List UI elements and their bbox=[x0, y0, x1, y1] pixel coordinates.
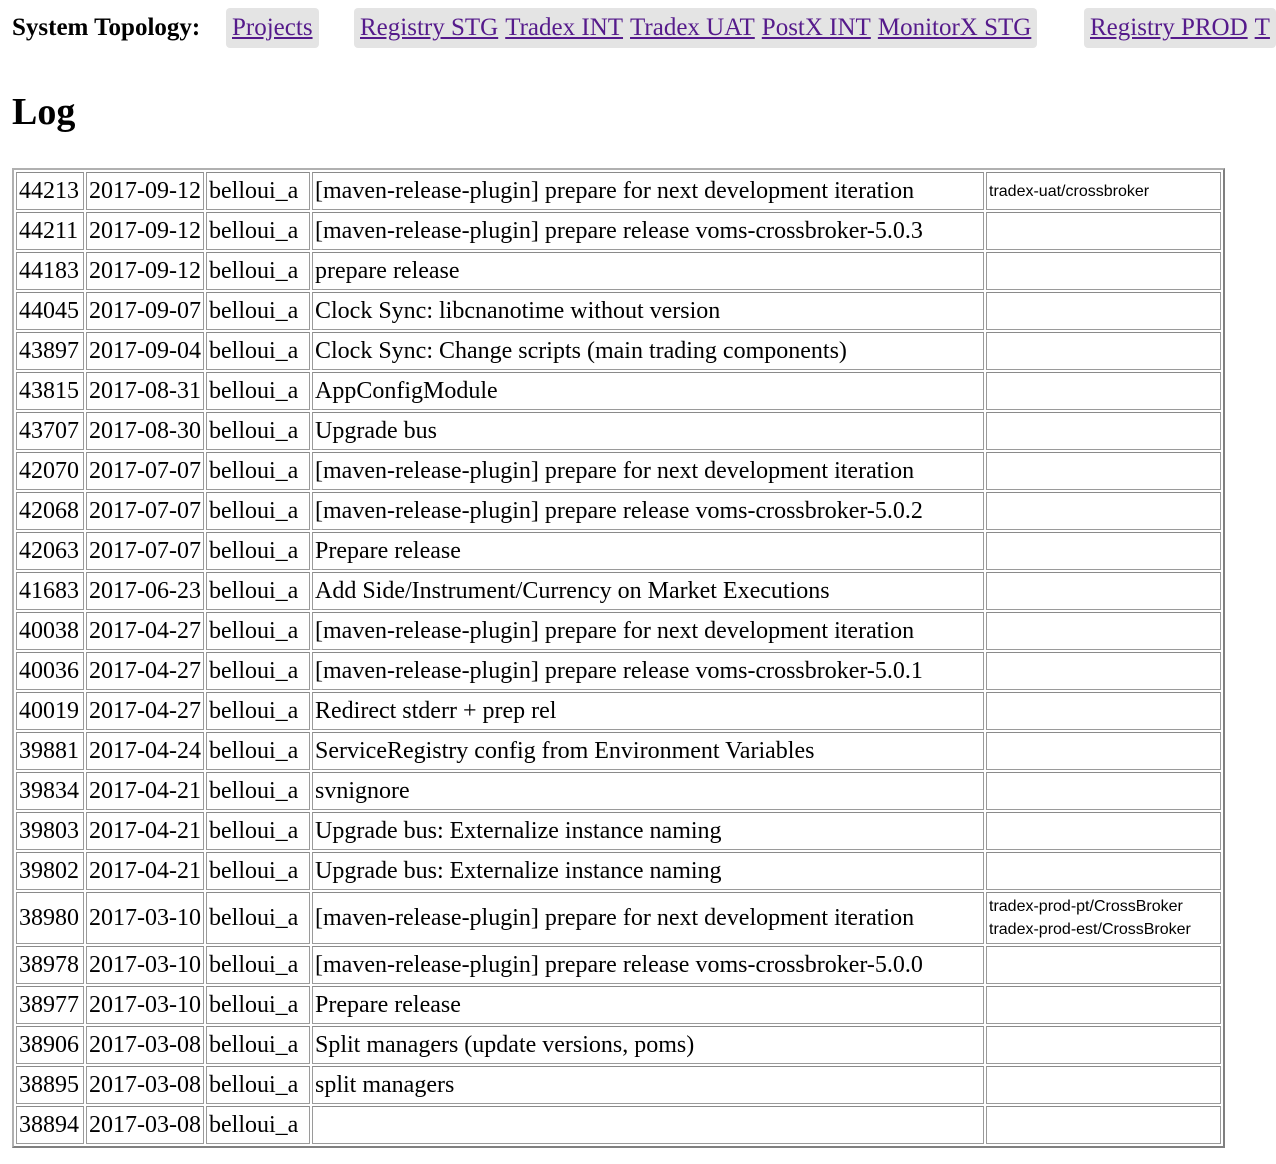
revision-cell: 38895 bbox=[16, 1066, 84, 1104]
deployment-cell bbox=[986, 452, 1221, 490]
log-row bbox=[16, 946, 1221, 984]
deployment-cell bbox=[986, 372, 1221, 410]
log-row bbox=[16, 1026, 1221, 1064]
deployment-cell bbox=[986, 572, 1221, 610]
log-row bbox=[16, 1066, 1221, 1104]
deployment-cell bbox=[986, 946, 1221, 984]
env-link-tradex-int[interactable]: Tradex INT bbox=[505, 14, 624, 41]
env-chip-group-2 bbox=[1084, 8, 1276, 48]
deployment-cell bbox=[986, 692, 1221, 730]
revision-cell: 42068 bbox=[16, 492, 84, 530]
revision-cell: 38980 bbox=[16, 892, 84, 944]
deployment-cell bbox=[986, 252, 1221, 290]
log-row bbox=[16, 812, 1221, 850]
commit-message-cell: [maven-release-plugin] prepare release voms-crossbroker-5.0.0 bbox=[312, 946, 984, 984]
deployment-entry: tradex-uat/crossbroker bbox=[989, 182, 1150, 200]
date-cell: 2017-03-10 bbox=[86, 986, 204, 1024]
log-row bbox=[16, 212, 1221, 250]
date-cell: 2017-07-07 bbox=[86, 452, 204, 490]
date-cell: 2017-09-12 bbox=[86, 212, 204, 250]
date-cell: 2017-08-30 bbox=[86, 412, 204, 450]
commit-message-cell: svnignore bbox=[312, 772, 984, 810]
date-cell: 2017-03-10 bbox=[86, 946, 204, 984]
revision-cell: 39802 bbox=[16, 852, 84, 890]
log-row bbox=[16, 892, 1221, 944]
author-cell: belloui_a bbox=[206, 332, 310, 370]
deployment-cell bbox=[986, 412, 1221, 450]
date-cell: 2017-08-31 bbox=[86, 372, 204, 410]
revision-cell: 38906 bbox=[16, 1026, 84, 1064]
deployment-cell bbox=[986, 292, 1221, 330]
revision-cell: 44183 bbox=[16, 252, 84, 290]
date-cell: 2017-04-21 bbox=[86, 772, 204, 810]
commit-message-cell: Upgrade bus: Externalize instance naming bbox=[312, 812, 984, 850]
system-topology-label: System Topology: bbox=[12, 14, 201, 41]
deployment-cell bbox=[986, 652, 1221, 690]
commit-message-cell: Prepare release bbox=[312, 532, 984, 570]
date-cell: 2017-09-12 bbox=[86, 252, 204, 290]
revision-cell: 40036 bbox=[16, 652, 84, 690]
revision-cell: 40038 bbox=[16, 612, 84, 650]
env-link-registry-prod[interactable]: Registry PROD bbox=[1090, 14, 1248, 41]
author-cell: belloui_a bbox=[206, 412, 310, 450]
revision-cell: 39881 bbox=[16, 732, 84, 770]
log-row bbox=[16, 772, 1221, 810]
author-cell: belloui_a bbox=[206, 732, 310, 770]
revision-cell: 39834 bbox=[16, 772, 84, 810]
system-topology-bar bbox=[12, 6, 1276, 50]
commit-message-cell: Upgrade bus bbox=[312, 412, 984, 450]
revision-cell: 42063 bbox=[16, 532, 84, 570]
author-cell: belloui_a bbox=[206, 372, 310, 410]
page-title: Log bbox=[12, 91, 76, 133]
log-row bbox=[16, 986, 1221, 1024]
date-cell: 2017-04-24 bbox=[86, 732, 204, 770]
commit-message-cell: ServiceRegistry config from Environment Variables bbox=[312, 732, 984, 770]
revision-cell: 41683 bbox=[16, 572, 84, 610]
deployment-cell bbox=[986, 892, 1221, 944]
author-cell: belloui_a bbox=[206, 452, 310, 490]
author-cell: belloui_a bbox=[206, 692, 310, 730]
log-row bbox=[16, 412, 1221, 450]
commit-message-cell bbox=[312, 1106, 984, 1144]
projects-link[interactable]: Projects bbox=[232, 14, 313, 41]
log-row bbox=[16, 532, 1221, 570]
env-chip-group-1 bbox=[354, 8, 1037, 48]
deployment-cell bbox=[986, 612, 1221, 650]
log-row bbox=[16, 1106, 1221, 1144]
revision-cell: 44211 bbox=[16, 212, 84, 250]
deployment-cell bbox=[986, 812, 1221, 850]
deployment-cell bbox=[986, 492, 1221, 530]
commit-message-cell: Redirect stderr + prep rel bbox=[312, 692, 984, 730]
log-row bbox=[16, 292, 1221, 330]
commit-message-cell: Split managers (update versions, poms) bbox=[312, 1026, 984, 1064]
deployment-cell bbox=[986, 1106, 1221, 1144]
env-link-tradex-uat[interactable]: Tradex UAT bbox=[630, 14, 755, 41]
date-cell: 2017-06-23 bbox=[86, 572, 204, 610]
log-row bbox=[16, 692, 1221, 730]
commit-message-cell: [maven-release-plugin] prepare for next development iteration bbox=[312, 452, 984, 490]
log-row bbox=[16, 492, 1221, 530]
author-cell: belloui_a bbox=[206, 946, 310, 984]
deployment-cell bbox=[986, 986, 1221, 1024]
author-cell: belloui_a bbox=[206, 532, 310, 570]
revision-cell: 44045 bbox=[16, 292, 84, 330]
author-cell: belloui_a bbox=[206, 1106, 310, 1144]
date-cell: 2017-03-10 bbox=[86, 892, 204, 944]
author-cell: belloui_a bbox=[206, 1026, 310, 1064]
date-cell: 2017-09-12 bbox=[86, 172, 204, 210]
deployment-cell bbox=[986, 1026, 1221, 1064]
deployment-cell bbox=[986, 172, 1221, 210]
commit-message-cell: AppConfigModule bbox=[312, 372, 984, 410]
revision-cell: 38978 bbox=[16, 946, 84, 984]
author-cell: belloui_a bbox=[206, 492, 310, 530]
deployment-cell bbox=[986, 772, 1221, 810]
revision-cell: 38977 bbox=[16, 986, 84, 1024]
log-row bbox=[16, 732, 1221, 770]
deployment-cell bbox=[986, 532, 1221, 570]
revision-cell: 42070 bbox=[16, 452, 84, 490]
date-cell: 2017-04-27 bbox=[86, 652, 204, 690]
commit-message-cell: Prepare release bbox=[312, 986, 984, 1024]
author-cell: belloui_a bbox=[206, 652, 310, 690]
commit-message-cell: [maven-release-plugin] prepare release voms-crossbroker-5.0.3 bbox=[312, 212, 984, 250]
env-link-postx-int[interactable]: PostX INT bbox=[761, 14, 871, 41]
commit-message-cell: split managers bbox=[312, 1066, 984, 1104]
date-cell: 2017-04-21 bbox=[86, 812, 204, 850]
log-table-body bbox=[16, 172, 1221, 1144]
env-link-truncated[interactable]: T bbox=[1254, 14, 1270, 41]
revision-cell: 44213 bbox=[16, 172, 84, 210]
deployment-cell bbox=[986, 332, 1221, 370]
log-row bbox=[16, 252, 1221, 290]
date-cell: 2017-09-07 bbox=[86, 292, 204, 330]
log-row bbox=[16, 332, 1221, 370]
author-cell: belloui_a bbox=[206, 1066, 310, 1104]
commit-message-cell: [maven-release-plugin] prepare for next development iteration bbox=[312, 172, 984, 210]
date-cell: 2017-03-08 bbox=[86, 1026, 204, 1064]
log-row bbox=[16, 652, 1221, 690]
commit-message-cell: prepare release bbox=[312, 252, 984, 290]
commit-message-cell: Clock Sync: Change scripts (main trading components) bbox=[312, 332, 984, 370]
date-cell: 2017-07-07 bbox=[86, 532, 204, 570]
author-cell: belloui_a bbox=[206, 986, 310, 1024]
env-link-monitorx-stg[interactable]: MonitorX STG bbox=[877, 14, 1032, 41]
commit-message-cell: [maven-release-plugin] prepare release voms-crossbroker-5.0.1 bbox=[312, 652, 984, 690]
deployment-entry: tradex-prod-pt/CrossBroker bbox=[989, 898, 1183, 915]
log-row bbox=[16, 852, 1221, 890]
commit-message-cell: Clock Sync: libcnanotime without version bbox=[312, 292, 984, 330]
author-cell: belloui_a bbox=[206, 812, 310, 850]
deployment-cell bbox=[986, 852, 1221, 890]
date-cell: 2017-09-04 bbox=[86, 332, 204, 370]
log-table bbox=[12, 168, 1225, 1148]
log-row bbox=[16, 572, 1221, 610]
deployment-cell bbox=[986, 212, 1221, 250]
author-cell: belloui_a bbox=[206, 852, 310, 890]
author-cell: belloui_a bbox=[206, 212, 310, 250]
log-row bbox=[16, 172, 1221, 210]
author-cell: belloui_a bbox=[206, 612, 310, 650]
date-cell: 2017-03-08 bbox=[86, 1106, 204, 1144]
date-cell: 2017-04-27 bbox=[86, 692, 204, 730]
env-link-registry-stg[interactable]: Registry STG bbox=[360, 14, 499, 41]
commit-message-cell: Add Side/Instrument/Currency on Market Executions bbox=[312, 572, 984, 610]
commit-message-cell: [maven-release-plugin] prepare release voms-crossbroker-5.0.2 bbox=[312, 492, 984, 530]
deployment-cell bbox=[986, 1066, 1221, 1104]
commit-message-cell: Upgrade bus: Externalize instance naming bbox=[312, 852, 984, 890]
deployment-cell bbox=[986, 732, 1221, 770]
author-cell: belloui_a bbox=[206, 772, 310, 810]
revision-cell: 39803 bbox=[16, 812, 84, 850]
projects-chip bbox=[226, 8, 319, 48]
revision-cell: 43707 bbox=[16, 412, 84, 450]
log-row bbox=[16, 372, 1221, 410]
date-cell: 2017-03-08 bbox=[86, 1066, 204, 1104]
author-cell: belloui_a bbox=[206, 252, 310, 290]
commit-message-cell: [maven-release-plugin] prepare for next development iteration bbox=[312, 892, 984, 944]
revision-cell: 43815 bbox=[16, 372, 84, 410]
revision-cell: 40019 bbox=[16, 692, 84, 730]
deployment-entry: tradex-prod-est/CrossBroker bbox=[989, 921, 1191, 938]
log-row bbox=[16, 612, 1221, 650]
author-cell: belloui_a bbox=[206, 892, 310, 944]
date-cell: 2017-07-07 bbox=[86, 492, 204, 530]
revision-cell: 38894 bbox=[16, 1106, 84, 1144]
commit-message-cell: [maven-release-plugin] prepare for next development iteration bbox=[312, 612, 984, 650]
date-cell: 2017-04-21 bbox=[86, 852, 204, 890]
author-cell: belloui_a bbox=[206, 172, 310, 210]
date-cell: 2017-04-27 bbox=[86, 612, 204, 650]
author-cell: belloui_a bbox=[206, 292, 310, 330]
log-row bbox=[16, 452, 1221, 490]
revision-cell: 43897 bbox=[16, 332, 84, 370]
author-cell: belloui_a bbox=[206, 572, 310, 610]
